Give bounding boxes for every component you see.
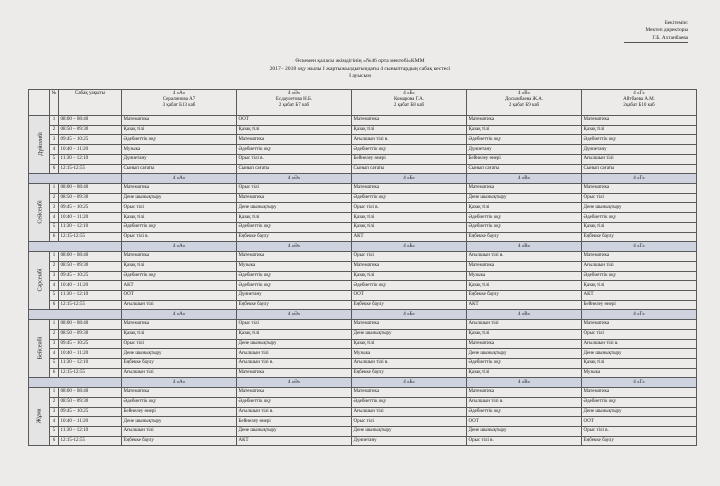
subject-cell: Ағылшын тілі xyxy=(582,261,697,271)
subject-cell: Дүниетану xyxy=(122,154,237,164)
table-row xyxy=(29,116,697,126)
separator-class-label: 4 «Ә» xyxy=(237,378,352,388)
subject-cell: Дене шынықтыру xyxy=(237,427,352,437)
subject-cell: Математика xyxy=(122,252,237,262)
schedule-body xyxy=(29,116,697,446)
subject-cell: Қазақ тілі xyxy=(122,213,237,223)
subject-cell: Еңбекке баулу xyxy=(352,368,467,378)
lesson-number: 4 xyxy=(50,349,59,359)
table-row xyxy=(29,417,697,427)
subject-cell: Дене шынықтыру xyxy=(467,193,582,203)
subject-cell: Ағылшын тілі xyxy=(122,427,237,437)
subject-cell: АКТ xyxy=(237,436,352,446)
subject-cell: Орыс тілі в. xyxy=(237,154,352,164)
lesson-time: 12:15-12:55 xyxy=(59,232,122,242)
lesson-time: 08:00 – 08:40 xyxy=(59,320,122,330)
day-column-header xyxy=(29,90,50,116)
subject-cell: Қазақ тілі xyxy=(467,281,582,291)
subject-cell: Орыс тілі xyxy=(352,252,467,262)
class-header-4b: 4 «Б» Комарова Г.А. 2 қабат Б8 каб xyxy=(352,90,467,116)
subject-cell: Орыс тілі xyxy=(582,329,697,339)
subject-cell: Математика xyxy=(582,388,697,398)
subject-cell: Қазақ тілі xyxy=(467,203,582,213)
lesson-number: 2 xyxy=(50,329,59,339)
subject-cell: ООТ xyxy=(237,116,352,126)
approval-signatory: Г.Б. Ахтанбаева xyxy=(624,35,688,43)
subject-cell: Әдебиеттік оқу xyxy=(122,222,237,232)
separator-blank xyxy=(29,242,122,252)
subject-cell: Дене шынықтыру xyxy=(467,427,582,437)
day-label xyxy=(29,184,50,242)
subject-cell: Еңбекке баулу xyxy=(582,436,697,446)
separator-class-label: 4 «Г» xyxy=(582,378,697,388)
subject-cell: Музыка xyxy=(352,349,467,359)
subject-cell: Әдебиеттік оқу xyxy=(582,213,697,223)
subject-cell: Ағылшын тілі в. xyxy=(467,252,582,262)
subject-cell: Математика xyxy=(237,193,352,203)
lesson-time: 08:50 – 09:30 xyxy=(59,125,122,135)
subject-cell: Математика xyxy=(352,184,467,194)
subject-cell: Еңбекке баулу xyxy=(582,232,697,242)
subject-cell: Бейнелеу өнері xyxy=(237,417,352,427)
day-name: Сәрсенбі xyxy=(37,268,44,292)
day-name: Дүйсенбі xyxy=(37,132,44,156)
subject-cell: Математика xyxy=(467,116,582,126)
subject-cell: Бейнелеу өнері xyxy=(352,154,467,164)
subject-cell: Сынып сағаты xyxy=(352,164,467,174)
subject-cell: Дене шынықтыру xyxy=(467,349,582,359)
subject-cell: Математика xyxy=(352,261,467,271)
class-separator-row xyxy=(29,310,697,320)
day-label xyxy=(29,320,50,378)
lesson-number: 6 xyxy=(50,368,59,378)
subject-cell: Қазақ тілі xyxy=(122,125,237,135)
subject-cell: Сынып сағаты xyxy=(237,164,352,174)
lesson-time: 08:00 – 08:40 xyxy=(59,184,122,194)
subject-cell: Әдебиеттік оқу xyxy=(237,145,352,155)
separator-class-label: 4 «Ә» xyxy=(237,310,352,320)
subject-cell: Қазақ тілі xyxy=(352,271,467,281)
lesson-time: 09:45 – 10:25 xyxy=(59,203,122,213)
table-row xyxy=(29,320,697,330)
lesson-number: 5 xyxy=(50,290,59,300)
lesson-time: 12:15-12:55 xyxy=(59,436,122,446)
table-row xyxy=(29,252,697,262)
table-row xyxy=(29,329,697,339)
lesson-number: 5 xyxy=(50,222,59,232)
lesson-time: 11:30 – 12:10 xyxy=(59,154,122,164)
lesson-number: 4 xyxy=(50,213,59,223)
table-row xyxy=(29,407,697,417)
subject-cell: Дене шынықтыру xyxy=(582,203,697,213)
table-row xyxy=(29,339,697,349)
subject-cell: Әдебиеттік оқу xyxy=(582,271,697,281)
table-row xyxy=(29,290,697,300)
lesson-time: 10:40 – 11:20 xyxy=(59,349,122,359)
subject-cell: Бейнелеу өнері xyxy=(122,407,237,417)
subject-cell: Қазақ тілі xyxy=(122,261,237,271)
separator-class-label: 4 «В» xyxy=(467,174,582,184)
separator-blank xyxy=(29,174,122,184)
separator-class-label: 4 «Б» xyxy=(352,310,467,320)
table-row xyxy=(29,300,697,310)
table-row xyxy=(29,203,697,213)
subject-cell: Математика xyxy=(122,388,237,398)
subject-cell: Еңбекке баулу xyxy=(467,290,582,300)
subject-cell: Ағылшын тілі xyxy=(122,300,237,310)
approval-position: Мектеп директоры xyxy=(645,27,688,34)
subject-cell: Әдебиеттік оқу xyxy=(467,358,582,368)
class-separator-row xyxy=(29,174,697,184)
separator-class-label: 4 «Г» xyxy=(582,310,697,320)
separator-blank xyxy=(29,378,122,388)
lesson-number: 1 xyxy=(50,388,59,398)
subject-cell: Әдебиеттік оқу xyxy=(467,222,582,232)
day-name: Жұма xyxy=(35,408,42,424)
subject-cell: Математика xyxy=(582,252,697,262)
lesson-time: 10:40 – 11:20 xyxy=(59,145,122,155)
subject-cell: Қазақ тілі xyxy=(582,125,697,135)
subject-cell: Әдебиеттік оқу xyxy=(352,145,467,155)
separator-class-label: 4 «А» xyxy=(122,242,237,252)
separator-class-label: 4 «Б» xyxy=(352,242,467,252)
subject-cell: АКТ xyxy=(122,281,237,291)
subject-cell: Ағылшын тілі в. xyxy=(237,358,352,368)
subject-cell: Дүниетану xyxy=(352,436,467,446)
lesson-number: 1 xyxy=(50,320,59,330)
lesson-number: 2 xyxy=(50,193,59,203)
separator-class-label: 4 «А» xyxy=(122,310,237,320)
lesson-time: 11:30 – 12:10 xyxy=(59,358,122,368)
subject-cell: Қазақ тілі xyxy=(467,125,582,135)
class-header-4a: 4 «А» Сералинова А7 3 қабат Б13 каб xyxy=(122,90,237,116)
separator-class-label: 4 «В» xyxy=(467,310,582,320)
subject-cell: Математика xyxy=(237,135,352,145)
subject-cell: Әдебиеттік оқу xyxy=(122,135,237,145)
table-row xyxy=(29,388,697,398)
subject-cell: ООТ xyxy=(582,417,697,427)
lesson-number: 3 xyxy=(50,135,59,145)
subject-cell: Орыс тілі xyxy=(122,339,237,349)
separator-class-label: 4 «В» xyxy=(467,242,582,252)
table-row xyxy=(29,125,697,135)
document-heading xyxy=(0,58,720,81)
lesson-time: 11:30 – 12:10 xyxy=(59,290,122,300)
subject-cell: Математика xyxy=(352,116,467,126)
subject-cell: Сынып сағаты xyxy=(582,164,697,174)
lesson-number: 3 xyxy=(50,271,59,281)
subject-cell: Ағылшын тілі в. xyxy=(352,135,467,145)
subject-cell: Еңбекке баулу xyxy=(352,300,467,310)
table-row xyxy=(29,261,697,271)
lesson-time: 10:40 – 11:20 xyxy=(59,281,122,291)
subject-cell: Орыс тілі в. xyxy=(352,203,467,213)
lesson-time: 09:45 – 10:25 xyxy=(59,407,122,417)
lesson-time: 08:50 – 09:30 xyxy=(59,329,122,339)
subject-cell: Әдебиеттік оқу xyxy=(122,397,237,407)
subject-cell: Ағылшын тілі в. xyxy=(582,339,697,349)
subject-cell: Орыс тілі в. xyxy=(122,232,237,242)
subject-cell: Дене шынықтыру xyxy=(352,329,467,339)
subject-cell: Әдебиеттік оқу xyxy=(352,281,467,291)
day-name: Сейсенбі xyxy=(37,200,44,224)
lesson-number: 5 xyxy=(50,358,59,368)
subject-cell: Орыс тілі в. xyxy=(582,427,697,437)
lesson-number: 1 xyxy=(50,252,59,262)
subject-cell: Қазақ тілі xyxy=(352,125,467,135)
subject-cell: Орыс тілі в. xyxy=(467,436,582,446)
lesson-time: 09:45 – 10:25 xyxy=(59,271,122,281)
school-name: Өскемен қаласы әкімдігінің «№46 орта мектебі»КММ xyxy=(295,58,425,64)
subject-cell: Қазақ тілі xyxy=(237,329,352,339)
subject-cell: Әдебиеттік оқу xyxy=(467,213,582,223)
subject-cell: Дене шынықтыру xyxy=(237,203,352,213)
lesson-number: 2 xyxy=(50,125,59,135)
subject-cell: Қазақ тілі xyxy=(352,222,467,232)
subject-cell: Қазақ тілі xyxy=(582,222,697,232)
subject-cell: Қазақ тілі xyxy=(467,368,582,378)
lesson-number: 4 xyxy=(50,281,59,291)
subject-cell: Ағылшын тілі xyxy=(237,349,352,359)
subject-cell: Әдебиеттік оқу xyxy=(467,407,582,417)
subject-cell: Дене шынықтыру xyxy=(122,417,237,427)
subject-cell: Ағылшын тілі xyxy=(467,320,582,330)
separator-class-label: 4 «Ә» xyxy=(237,174,352,184)
subject-cell: Музыка xyxy=(122,145,237,155)
class-separator-row xyxy=(29,242,697,252)
separator-class-label: 4 «Ә» xyxy=(237,242,352,252)
subject-cell: Дене шынықтыру xyxy=(352,427,467,437)
day-label xyxy=(29,388,50,446)
lesson-number: 1 xyxy=(50,184,59,194)
subject-cell: Дене шынықтыру xyxy=(582,407,697,417)
subject-cell: Еңбекке баулу xyxy=(237,232,352,242)
subject-cell: Қазақ тілі xyxy=(582,281,697,291)
lesson-time: 08:50 – 09:30 xyxy=(59,193,122,203)
lesson-number: 1 xyxy=(50,116,59,126)
subject-cell: Ағылшын тілі в. xyxy=(467,397,582,407)
shift-label: I ауысым xyxy=(349,73,371,79)
lesson-number: 4 xyxy=(50,417,59,427)
subject-cell: Дүниетану xyxy=(237,290,352,300)
lesson-time: 08:00 – 08:40 xyxy=(59,252,122,262)
lesson-number: 3 xyxy=(50,407,59,417)
table-row xyxy=(29,368,697,378)
subject-cell: Әдебиеттік оқу xyxy=(352,193,467,203)
subject-cell: Әдебиеттік оқу xyxy=(582,397,697,407)
table-row xyxy=(29,184,697,194)
subject-cell: Қазақ тілі xyxy=(237,213,352,223)
subject-cell: Қазақ тілі xyxy=(352,213,467,223)
subject-cell: ООТ xyxy=(122,290,237,300)
lesson-time: 08:50 – 09:30 xyxy=(59,397,122,407)
subject-cell: Математика xyxy=(237,388,352,398)
lesson-number: 6 xyxy=(50,232,59,242)
subject-cell: Әдебиеттік оқу xyxy=(467,135,582,145)
lesson-time: 12:15-12:55 xyxy=(59,164,122,174)
subject-cell: Сынып сағаты xyxy=(467,164,582,174)
lesson-number: 3 xyxy=(50,203,59,213)
subject-cell: Математика xyxy=(352,320,467,330)
subject-cell: Математика xyxy=(582,116,697,126)
subject-cell: АКТ xyxy=(582,290,697,300)
subject-cell: Дене шынықтыру xyxy=(122,349,237,359)
subject-cell: Еңбекке баулу xyxy=(122,358,237,368)
subject-cell: Әдебиеттік оқу xyxy=(582,135,697,145)
separator-class-label: 4 «Г» xyxy=(582,174,697,184)
separator-class-label: 4 «Г» xyxy=(582,242,697,252)
subject-cell: Математика xyxy=(122,116,237,126)
table-row xyxy=(29,436,697,446)
subject-cell: Қазақ тілі xyxy=(122,329,237,339)
subject-cell: Әдебиеттік оқу xyxy=(237,271,352,281)
subject-cell: Математика xyxy=(467,261,582,271)
subject-cell: АКТ xyxy=(352,232,467,242)
lesson-number: 2 xyxy=(50,261,59,271)
subject-cell: Бейнелеу өнері xyxy=(582,300,697,310)
table-row xyxy=(29,222,697,232)
class-header-4ae: 4 «Ә» Есдаулетова Н.Б. 2 қабат Б7 каб xyxy=(237,90,352,116)
subject-cell: Орыс тілі xyxy=(122,203,237,213)
subject-cell: Дене шынықтыру xyxy=(122,193,237,203)
lesson-number: 5 xyxy=(50,154,59,164)
lesson-number: 5 xyxy=(50,427,59,437)
subject-cell: Әдебиеттік оқу xyxy=(237,397,352,407)
day-label xyxy=(29,116,50,174)
subject-cell: Орыс тілі xyxy=(352,417,467,427)
subject-cell: Математика xyxy=(582,184,697,194)
subject-cell: Әдебиеттік оқу xyxy=(122,271,237,281)
subject-cell: Еңбекке баулу xyxy=(122,436,237,446)
table-row xyxy=(29,135,697,145)
subject-cell: Орыс тілі xyxy=(582,193,697,203)
subject-cell: Қазақ тілі xyxy=(582,358,697,368)
table-row xyxy=(29,397,697,407)
subject-cell: Математика xyxy=(352,388,467,398)
time-column-header: Сабақ уақыты xyxy=(59,90,122,116)
lesson-time: 11:30 – 12:10 xyxy=(59,427,122,437)
lesson-number: 4 xyxy=(50,145,59,155)
separator-class-label: 4 «Б» xyxy=(352,174,467,184)
subject-cell: АКТ xyxy=(467,300,582,310)
subject-cell: Математика xyxy=(467,184,582,194)
subject-cell: Ағылшын тілі xyxy=(122,368,237,378)
subject-cell: Музыка xyxy=(467,271,582,281)
lesson-number: 6 xyxy=(50,436,59,446)
separator-class-label: 4 «Б» xyxy=(352,378,467,388)
lesson-time: 08:50 – 09:30 xyxy=(59,261,122,271)
subject-cell: ООТ xyxy=(467,417,582,427)
subject-cell: Математика xyxy=(467,388,582,398)
subject-cell: Дүниетану xyxy=(582,145,697,155)
lesson-time: 08:00 – 08:40 xyxy=(59,388,122,398)
table-row xyxy=(29,164,697,174)
separator-class-label: 4 «А» xyxy=(122,174,237,184)
lesson-time: 10:40 – 11:20 xyxy=(59,213,122,223)
subject-cell: Дүниетану xyxy=(467,145,582,155)
lesson-number: 3 xyxy=(50,339,59,349)
separator-class-label: 4 «А» xyxy=(122,378,237,388)
approval-block xyxy=(624,20,688,43)
separator-class-label: 4 «В» xyxy=(467,378,582,388)
lesson-number: 6 xyxy=(50,164,59,174)
lesson-number: 2 xyxy=(50,397,59,407)
number-column-header: № xyxy=(50,90,59,116)
subject-cell: Дене шынықтыру xyxy=(237,339,352,349)
lesson-time: 10:40 – 11:20 xyxy=(59,417,122,427)
class-header-4g: 4 «Г» Айтбаева А.М. 2қабат Б10 каб xyxy=(582,90,697,116)
subject-cell: Ағылшын тілі xyxy=(582,154,697,164)
subject-cell: Математика xyxy=(237,252,352,262)
subject-cell: Әдебиеттік оқу xyxy=(237,222,352,232)
subject-cell: Қазақ тілі xyxy=(352,339,467,349)
subject-cell: Математика xyxy=(467,339,582,349)
lesson-time: 08:00 – 08:40 xyxy=(59,116,122,126)
subject-cell: Еңбекке баулу xyxy=(467,232,582,242)
class-separator-row xyxy=(29,378,697,388)
lesson-time: 12:15-12:55 xyxy=(59,368,122,378)
class-header-4v: 4 «В» Досымбаева Ж.А. 2 қабат Б9 каб xyxy=(467,90,582,116)
subject-cell: Әдебиеттік оқу xyxy=(237,281,352,291)
lesson-time: 12:15-12:55 xyxy=(59,300,122,310)
table-header-row xyxy=(29,90,697,116)
subject-cell: Бейнелеу өнері xyxy=(467,154,582,164)
separator-blank xyxy=(29,310,122,320)
table-row xyxy=(29,193,697,203)
subject-cell: Қазақ тілі xyxy=(237,125,352,135)
subject-cell: Математика xyxy=(237,368,352,378)
subject-cell: Ағылшын тілі в. xyxy=(237,407,352,417)
table-row xyxy=(29,271,697,281)
subject-cell: ООТ xyxy=(352,290,467,300)
subject-cell: Дене шынықтыру xyxy=(582,349,697,359)
subject-cell: Математика xyxy=(122,184,237,194)
subject-cell: Әдебиеттік оқу xyxy=(352,397,467,407)
subject-cell: Музыка xyxy=(237,261,352,271)
table-row xyxy=(29,145,697,155)
subject-cell: Математика xyxy=(122,320,237,330)
day-name: Бейсенбі xyxy=(37,336,44,360)
table-row xyxy=(29,427,697,437)
subject-cell: Орыс тілі xyxy=(237,184,352,194)
table-row xyxy=(29,349,697,359)
subject-cell: Еңбекке баулу xyxy=(237,300,352,310)
table-row xyxy=(29,358,697,368)
approval-title: Бекітемін: xyxy=(664,20,688,26)
table-row xyxy=(29,154,697,164)
lesson-number: 6 xyxy=(50,300,59,310)
day-label xyxy=(29,252,50,310)
subject-cell: Қазақ тілі xyxy=(467,329,582,339)
subject-cell: Ағылшын тілі xyxy=(352,407,467,417)
lesson-time: 11:30 – 12:10 xyxy=(59,222,122,232)
table-row xyxy=(29,232,697,242)
subject-cell: Ағылшын тілі в. xyxy=(352,358,467,368)
lesson-time: 09:45 – 10:25 xyxy=(59,135,122,145)
subject-cell: Математика xyxy=(582,320,697,330)
subject-cell: Музыка xyxy=(582,368,697,378)
schedule-title: 2017– 2018 оқу жылы I жартыжылдығындағы 4 сыныптардың сабақ кестесі xyxy=(269,65,451,72)
lesson-time: 09:45 – 10:25 xyxy=(59,339,122,349)
table-row xyxy=(29,213,697,223)
subject-cell: Орыс тілі xyxy=(237,320,352,330)
subject-cell: Сынып сағаты xyxy=(122,164,237,174)
schedule-table xyxy=(28,89,697,446)
table-row xyxy=(29,281,697,291)
